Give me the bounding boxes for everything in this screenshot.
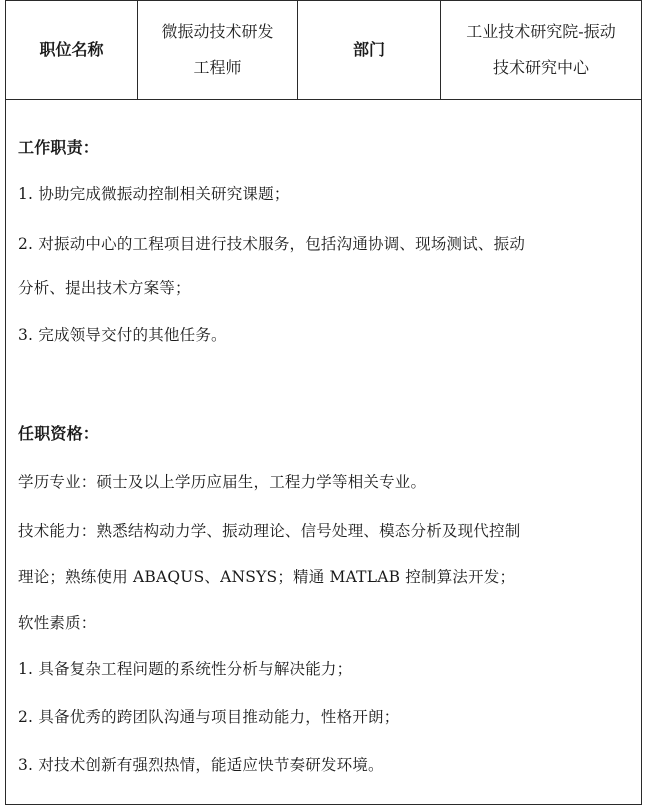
duty-item: 2. 对振动中心的工程项目进行技术服务，包括沟通协调、现场测试、振动 xyxy=(18,235,526,253)
position-label: 职位名称 xyxy=(39,40,104,59)
tech-skills-line2: 理论；熟练使用 ABAQUS、ANSYS；精通 MATLAB 控制算法开发； xyxy=(18,568,516,586)
department-value-cell xyxy=(441,1,641,99)
duties-title: 工作职责： xyxy=(18,138,100,157)
soft-skill-item: 2. 具备优秀的跨团队沟通与项目推动能力，性格开朗； xyxy=(18,708,400,726)
qualifications-title: 任职资格： xyxy=(18,424,100,443)
soft-skill-item: 1. 具备复杂工程问题的系统性分析与解决能力； xyxy=(18,660,353,678)
job-description-table xyxy=(5,0,642,805)
header-row xyxy=(6,1,641,100)
position-value-line1: 微振动技术研发 xyxy=(161,22,274,41)
department-label-cell xyxy=(298,1,441,99)
education-line: 学历专业：硕士及以上学历应届生，工程力学等相关专业。 xyxy=(18,473,427,491)
duty-item: 3. 完成领导交付的其他任务。 xyxy=(18,326,227,344)
soft-skills-title: 软性素质： xyxy=(18,614,97,632)
tech-skills-line1: 技术能力：熟悉结构动力学、振动理论、信号处理、模态分析及现代控制 xyxy=(18,522,521,540)
position-value-line2: 工程师 xyxy=(193,58,242,77)
soft-skill-item: 3. 对技术创新有强烈热情，能适应快节奏研发环境。 xyxy=(18,756,384,774)
department-label: 部门 xyxy=(352,40,385,59)
position-label-cell xyxy=(6,1,138,99)
duty-item: 分析、提出技术方案等； xyxy=(18,279,191,297)
position-value-cell xyxy=(138,1,298,99)
department-value-line2: 技术研究中心 xyxy=(492,58,589,77)
department-value-line1: 工业技术研究院-振动 xyxy=(466,22,616,41)
duty-item: 1. 协助完成微振动控制相关研究课题； xyxy=(18,185,290,203)
